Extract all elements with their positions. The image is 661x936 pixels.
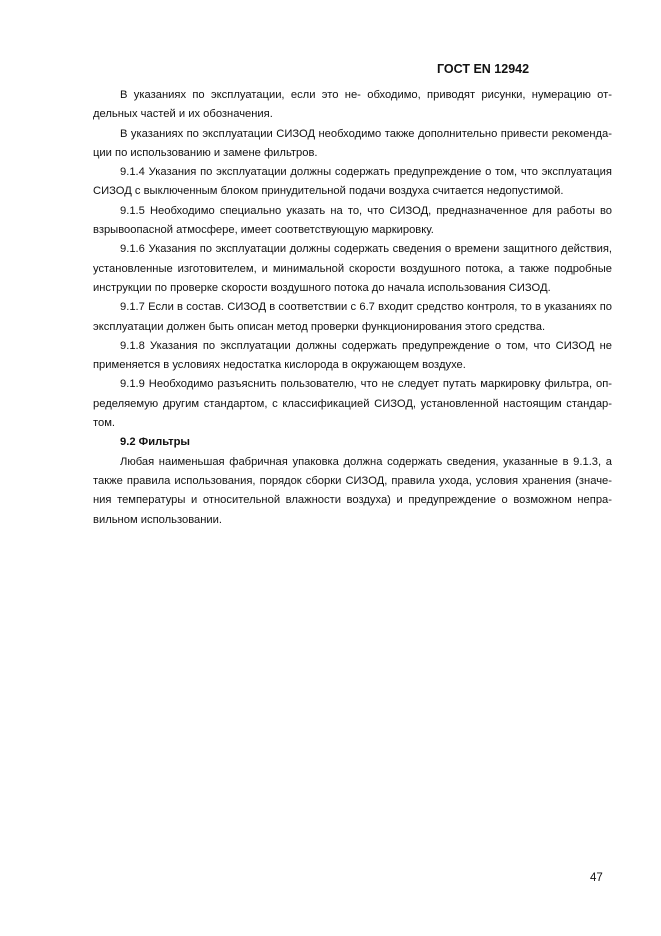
paragraph-illustrations: В указаниях по эксплуатации, если это не- обходимо, приводят рисунки, нумерацию от-дельных частей и их обозначения. <box>93 89 612 121</box>
standard-header: ГОСТ EN 12942 <box>437 62 530 76</box>
section-heading-filters: 9.2 Фильтры <box>120 436 190 449</box>
paragraph-9-1-5: 9.1.5 Необходимо специально указать на то, что СИЗОД, предназначенное для работы во взрывоопасной атмосфере, имеет соответствующую маркировку. <box>93 204 612 237</box>
document-body <box>93 86 612 530</box>
paragraph-filter-recommendations: В указаниях по эксплуатации СИЗОД необходимо также дополнительно привести рекоменда-ции по использованию и замене фильтров. <box>93 127 612 159</box>
page-number: 47 <box>590 872 603 884</box>
paragraph-9-1-8: 9.1.8 Указания по эксплуатации должны содержать предупреждение о том, что СИЗОД не применяется в условиях недостатка кислорода в окружающем воздухе. <box>93 339 612 372</box>
paragraph-9-1-9: 9.1.9 Необходимо разъяснить пользователю, что не следует путать маркировку фильтра, оп-ределяемую другим стандартом, с классификацией СИЗОД, установленной настоящим стандар-том. <box>93 378 612 430</box>
paragraph-9-1-7: 9.1.7 Если в состав. СИЗОД в соответствии с 6.7 входит средство контроля, то в указаниях по эксплуатации должен быть описан метод проверки функционирования этого средства. <box>93 301 612 333</box>
paragraph-9-1-6: 9.1.6 Указания по эксплуатации должны содержать сведения о времени защитного действия, установленные изготовителем, и минимальной скорости воздушного потока, а также подробные инструкции по проверке скорости воздушного потока до начала использования СИЗОД. <box>93 243 612 294</box>
paragraph-9-1-4: 9.1.4 Указания по эксплуатации должны содержать предупреждение о том, что эксплуатация СИЗОД с выключенным блоком принудительной подачи воздуха считается недопустимой. <box>93 166 612 198</box>
paragraph-filters-packaging: Любая наименьшая фабричная упаковка должна содержать сведения, указанные в 9.1.3, а также правила использования, порядок сборки СИЗОД, правила ухода, условия хранения (значе-ния температуры и относительной влажности воздуха) и предупреждение о возможном непра-вильном использовании. <box>93 455 612 526</box>
